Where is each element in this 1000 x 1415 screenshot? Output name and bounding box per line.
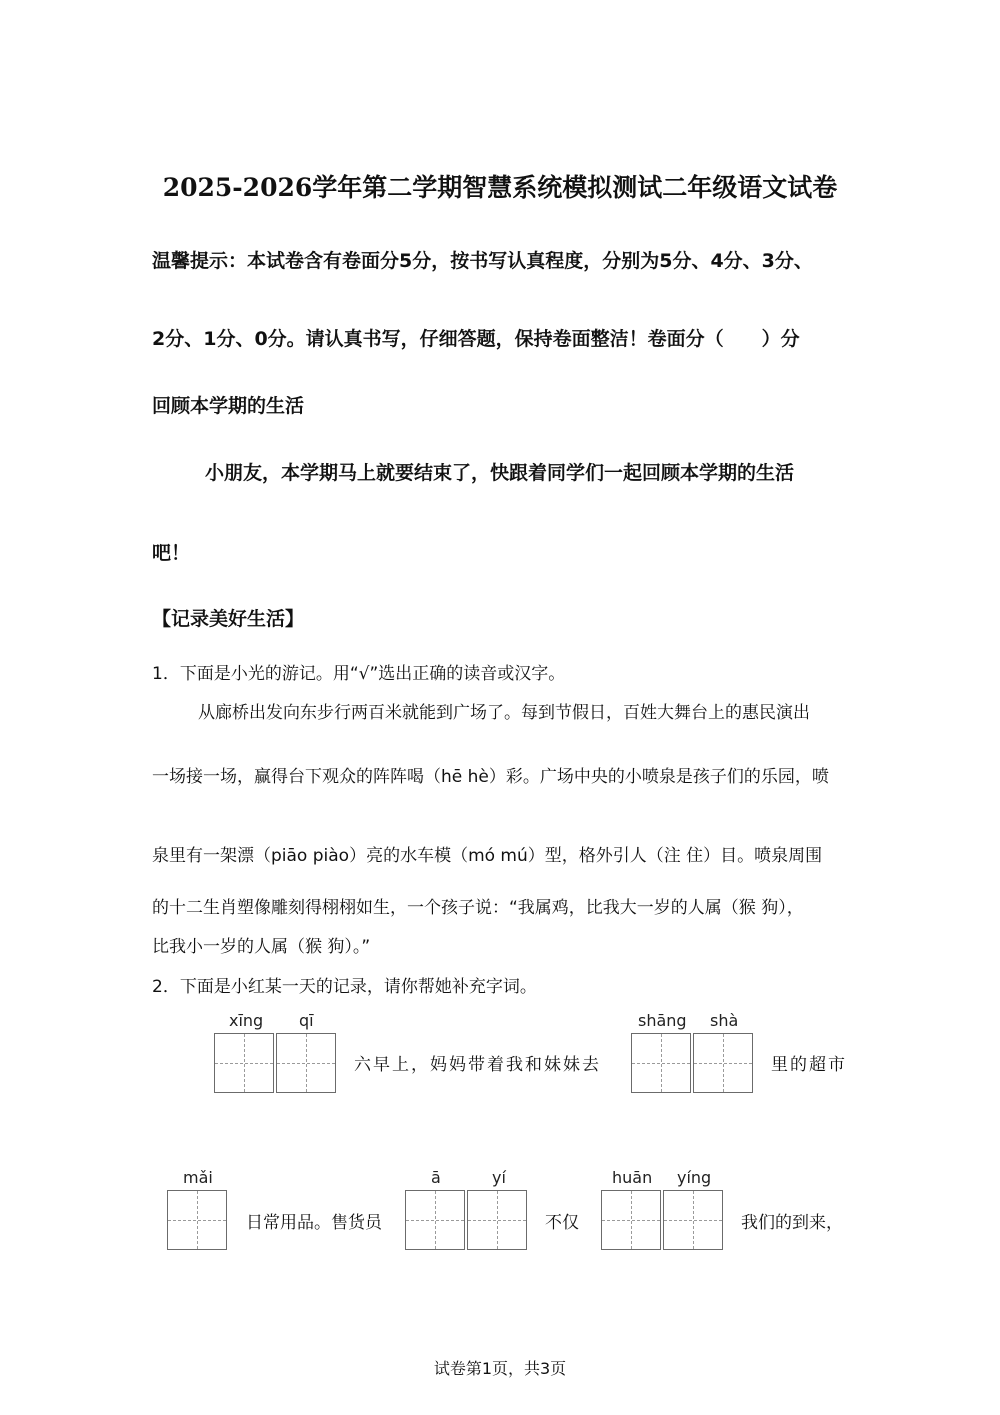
question-1-line-5: 比我小一岁的人属（猴 狗）。”	[152, 937, 371, 957]
row1-text-b: 里的超市	[771, 1055, 847, 1075]
row2-text-a: 日常用品。售货员	[246, 1213, 382, 1233]
pinyin-xing: xīng	[229, 1011, 264, 1030]
question-1-line-1: 从廊桥出发向东步行两百米就能到广场了。每到节假日，百姓大舞台上的惠民演出	[198, 703, 810, 723]
writing-cell-sha[interactable]	[693, 1033, 753, 1093]
writing-cell-qi[interactable]	[276, 1033, 336, 1093]
writing-cell-ying[interactable]	[663, 1190, 723, 1250]
writing-cell-yi[interactable]	[467, 1190, 527, 1250]
section-intro-line-1: 小朋友，本学期马上就要结束了，快跟着同学们一起回顾本学期的生活	[205, 462, 795, 484]
pinyin-yi: yí	[492, 1168, 506, 1187]
question-1-prompt: 1．下面是小光的游记。用“√”选出正确的读音或汉字。	[152, 664, 566, 684]
writing-cell-shang[interactable]	[631, 1033, 691, 1093]
question-2-prompt: 2．下面是小红某一天的记录，请你帮她补充字词。	[152, 977, 537, 997]
writing-cell-xing[interactable]	[214, 1033, 274, 1093]
question-1-line-2: 一场接一场，赢得台下观众的阵阵喝（hē hè）彩。广场中央的小喷泉是孩子们的乐园，喷	[152, 767, 829, 787]
tip-line-1: 温馨提示：本试卷含有卷面分5分，按书写认真程度，分别为5分、4分、3分、	[152, 250, 813, 272]
writing-cell-huan[interactable]	[601, 1190, 661, 1250]
question-1-line-4: 的十二生肖塑像雕刻得栩栩如生，一个孩子说：“我属鸡，比我大一岁的人属（猴 狗），	[152, 898, 804, 918]
pinyin-a: ā	[431, 1168, 441, 1187]
pinyin-sha: shà	[710, 1011, 739, 1030]
row1-text-a: 六早上，妈妈带着我和妹妹去	[354, 1055, 601, 1075]
section-subheading: 【记录美好生活】	[152, 608, 305, 630]
pinyin-shang: shāng	[638, 1011, 687, 1030]
pinyin-qi: qī	[299, 1011, 314, 1030]
row2-text-b: 不仅	[545, 1213, 579, 1233]
pinyin-mai: mǎi	[183, 1168, 213, 1187]
writing-cell-mai[interactable]	[167, 1190, 227, 1250]
page-title: 2025-2026学年第二学期智慧系统模拟测试二年级语文试卷	[162, 173, 838, 202]
pinyin-huan: huān	[612, 1168, 653, 1187]
page-footer: 试卷第1页，共3页	[433, 1359, 567, 1378]
row2-text-c: 我们的到来，	[741, 1213, 843, 1233]
question-1-line-3: 泉里有一架漂（piāo piào）亮的水车模（mó mú）型，格外引人（注 住）目。喷泉周围	[152, 846, 823, 866]
section-heading: 回顾本学期的生活	[152, 395, 305, 417]
pinyin-ying: yíng	[677, 1168, 712, 1187]
tip-line-2: 2分、1分、0分。请认真书写，仔细答题，保持卷面整洁！卷面分（ ）分	[152, 328, 800, 350]
section-intro-line-2: 吧！	[152, 542, 191, 564]
writing-cell-a[interactable]	[405, 1190, 465, 1250]
